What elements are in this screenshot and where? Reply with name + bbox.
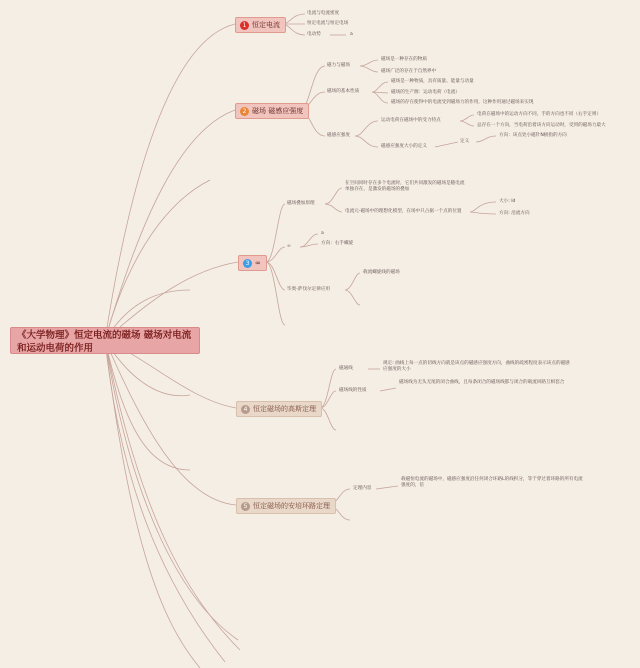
root-topic[interactable] <box>10 327 200 354</box>
b1-item-2[interactable]: 恒定电流与恒定电场 <box>307 21 349 26</box>
branch-2-label: 磁场 磁感应强度 <box>252 107 304 115</box>
branch-1-label: 恒定电流 <box>252 21 280 29</box>
b1-item-3-sub[interactable]: a <box>350 32 353 37</box>
b2-c2-item-3[interactable]: 磁场的存在使得中的电流受到磁场力的作用，这种作用通过磁场来实现 <box>391 100 534 105</box>
badge-2: 2 <box>240 107 249 116</box>
b4-c2-text[interactable]: 磁场线为无头无尾的闭合曲线，且每条闭合的磁场线都与闭合的载流回路互相套合 <box>399 380 565 385</box>
b2-c1[interactable]: 磁力与磁场 <box>327 63 350 68</box>
b3-c1-text-2[interactable]: 电流元-磁场中的理想化模型，在场中只占据一个点的位置 <box>345 209 462 214</box>
b2-c3-b-item[interactable]: 定义 <box>460 139 470 144</box>
b4-c1[interactable]: 磁通线 <box>339 366 353 371</box>
branch-5-topic[interactable] <box>236 498 336 514</box>
b2-c3-b-leaf[interactable]: 方向：该点处小磁针N极指的方向 <box>499 133 567 138</box>
b2-c3-a-item-1[interactable]: 电荷在磁场中的运动方向不同，手的方向也不同（右手定则） <box>477 112 602 117</box>
b3-c3[interactable]: 毕奥-萨伐尔定律应用 <box>287 287 331 292</box>
b2-c1-item-1[interactable]: 磁场是一种存在的物质 <box>381 57 427 62</box>
b4-c1-text[interactable]: 规定: 曲线上每一点的切线方向就是该点的磁感应强度方向，曲线的疏密程度表示该点的磁感应强度的大小 <box>383 361 570 372</box>
b2-c3[interactable]: 磁感应强度 <box>327 133 350 138</box>
root-title: 《大学物理》恒定电流的磁场 磁场对电流和运动电荷的作用 <box>17 330 192 354</box>
badge-1: 1 <box>240 21 249 30</box>
b2-c3-a[interactable]: 运动电荷在磁场中的受力特点 <box>381 118 441 123</box>
b2-c1-item-2[interactable]: 磁场广泛的存在于自然界中 <box>381 69 437 74</box>
badge-3: 3 <box>243 259 252 268</box>
b3-c1-leaf-2[interactable]: 方向: 沿流方向 <box>499 211 530 216</box>
b2-c2-item-2[interactable]: 磁场的生产源：运动电荷（电流） <box>391 90 460 95</box>
b3-c1[interactable]: 磁场叠加原理 <box>287 201 315 206</box>
b3-c1-leaf-1[interactable]: 大小: Id <box>499 199 516 204</box>
branch-3-label: ∞ <box>255 259 261 267</box>
b5-c1-text[interactable]: 载磁恒电流的磁场中，磁感应强度沿任何闭合环路L的线积分，等于穿过着环路的所有电流强度的，倍 <box>401 477 583 488</box>
branch-1-topic[interactable] <box>235 17 286 33</box>
b2-c3-a-item-2[interactable]: 总存在一个方向，当电荷沿着该方向运动时，受到的磁场力最大 <box>477 123 606 128</box>
b5-c1[interactable]: 定理内容 <box>353 486 372 491</box>
b3-c2-leaf-1[interactable]: a <box>321 231 324 236</box>
branch-5-label: 恒定磁场的安培环路定理 <box>253 502 330 510</box>
branch-2-topic[interactable] <box>235 103 309 119</box>
b2-c2-item-1[interactable]: 磁场是一种物质，具有质量、能量与动量 <box>391 79 474 84</box>
b3-c1-text-1[interactable]: 在空间同时存在多个电流时，它们共同激发的磁场是随电流单独存在，是激发的磁场的叠加 <box>345 181 465 192</box>
badge-4: 4 <box>241 405 250 414</box>
b2-c2[interactable]: 磁场的基本性质 <box>327 89 360 94</box>
branch-3-topic[interactable] <box>238 255 267 271</box>
b1-item-3[interactable]: 电动势 <box>307 32 321 37</box>
branch-4-label: 恒定磁场的高斯定理 <box>253 405 316 413</box>
branch-4-topic[interactable] <box>236 401 322 417</box>
b2-c3-b[interactable]: 磁感应强度大小的定义 <box>381 144 427 149</box>
b4-c2[interactable]: 磁场线的性质 <box>339 388 367 393</box>
badge-5: 5 <box>241 502 250 511</box>
b3-c2-leaf-2[interactable]: 方向：右手螺旋 <box>321 241 354 246</box>
b3-c3-leaf[interactable]: 载流螺旋线的磁场 <box>363 270 400 275</box>
b3-c2[interactable]: ∞ <box>287 244 291 249</box>
b1-item-1[interactable]: 电流与电流密度 <box>307 11 340 16</box>
